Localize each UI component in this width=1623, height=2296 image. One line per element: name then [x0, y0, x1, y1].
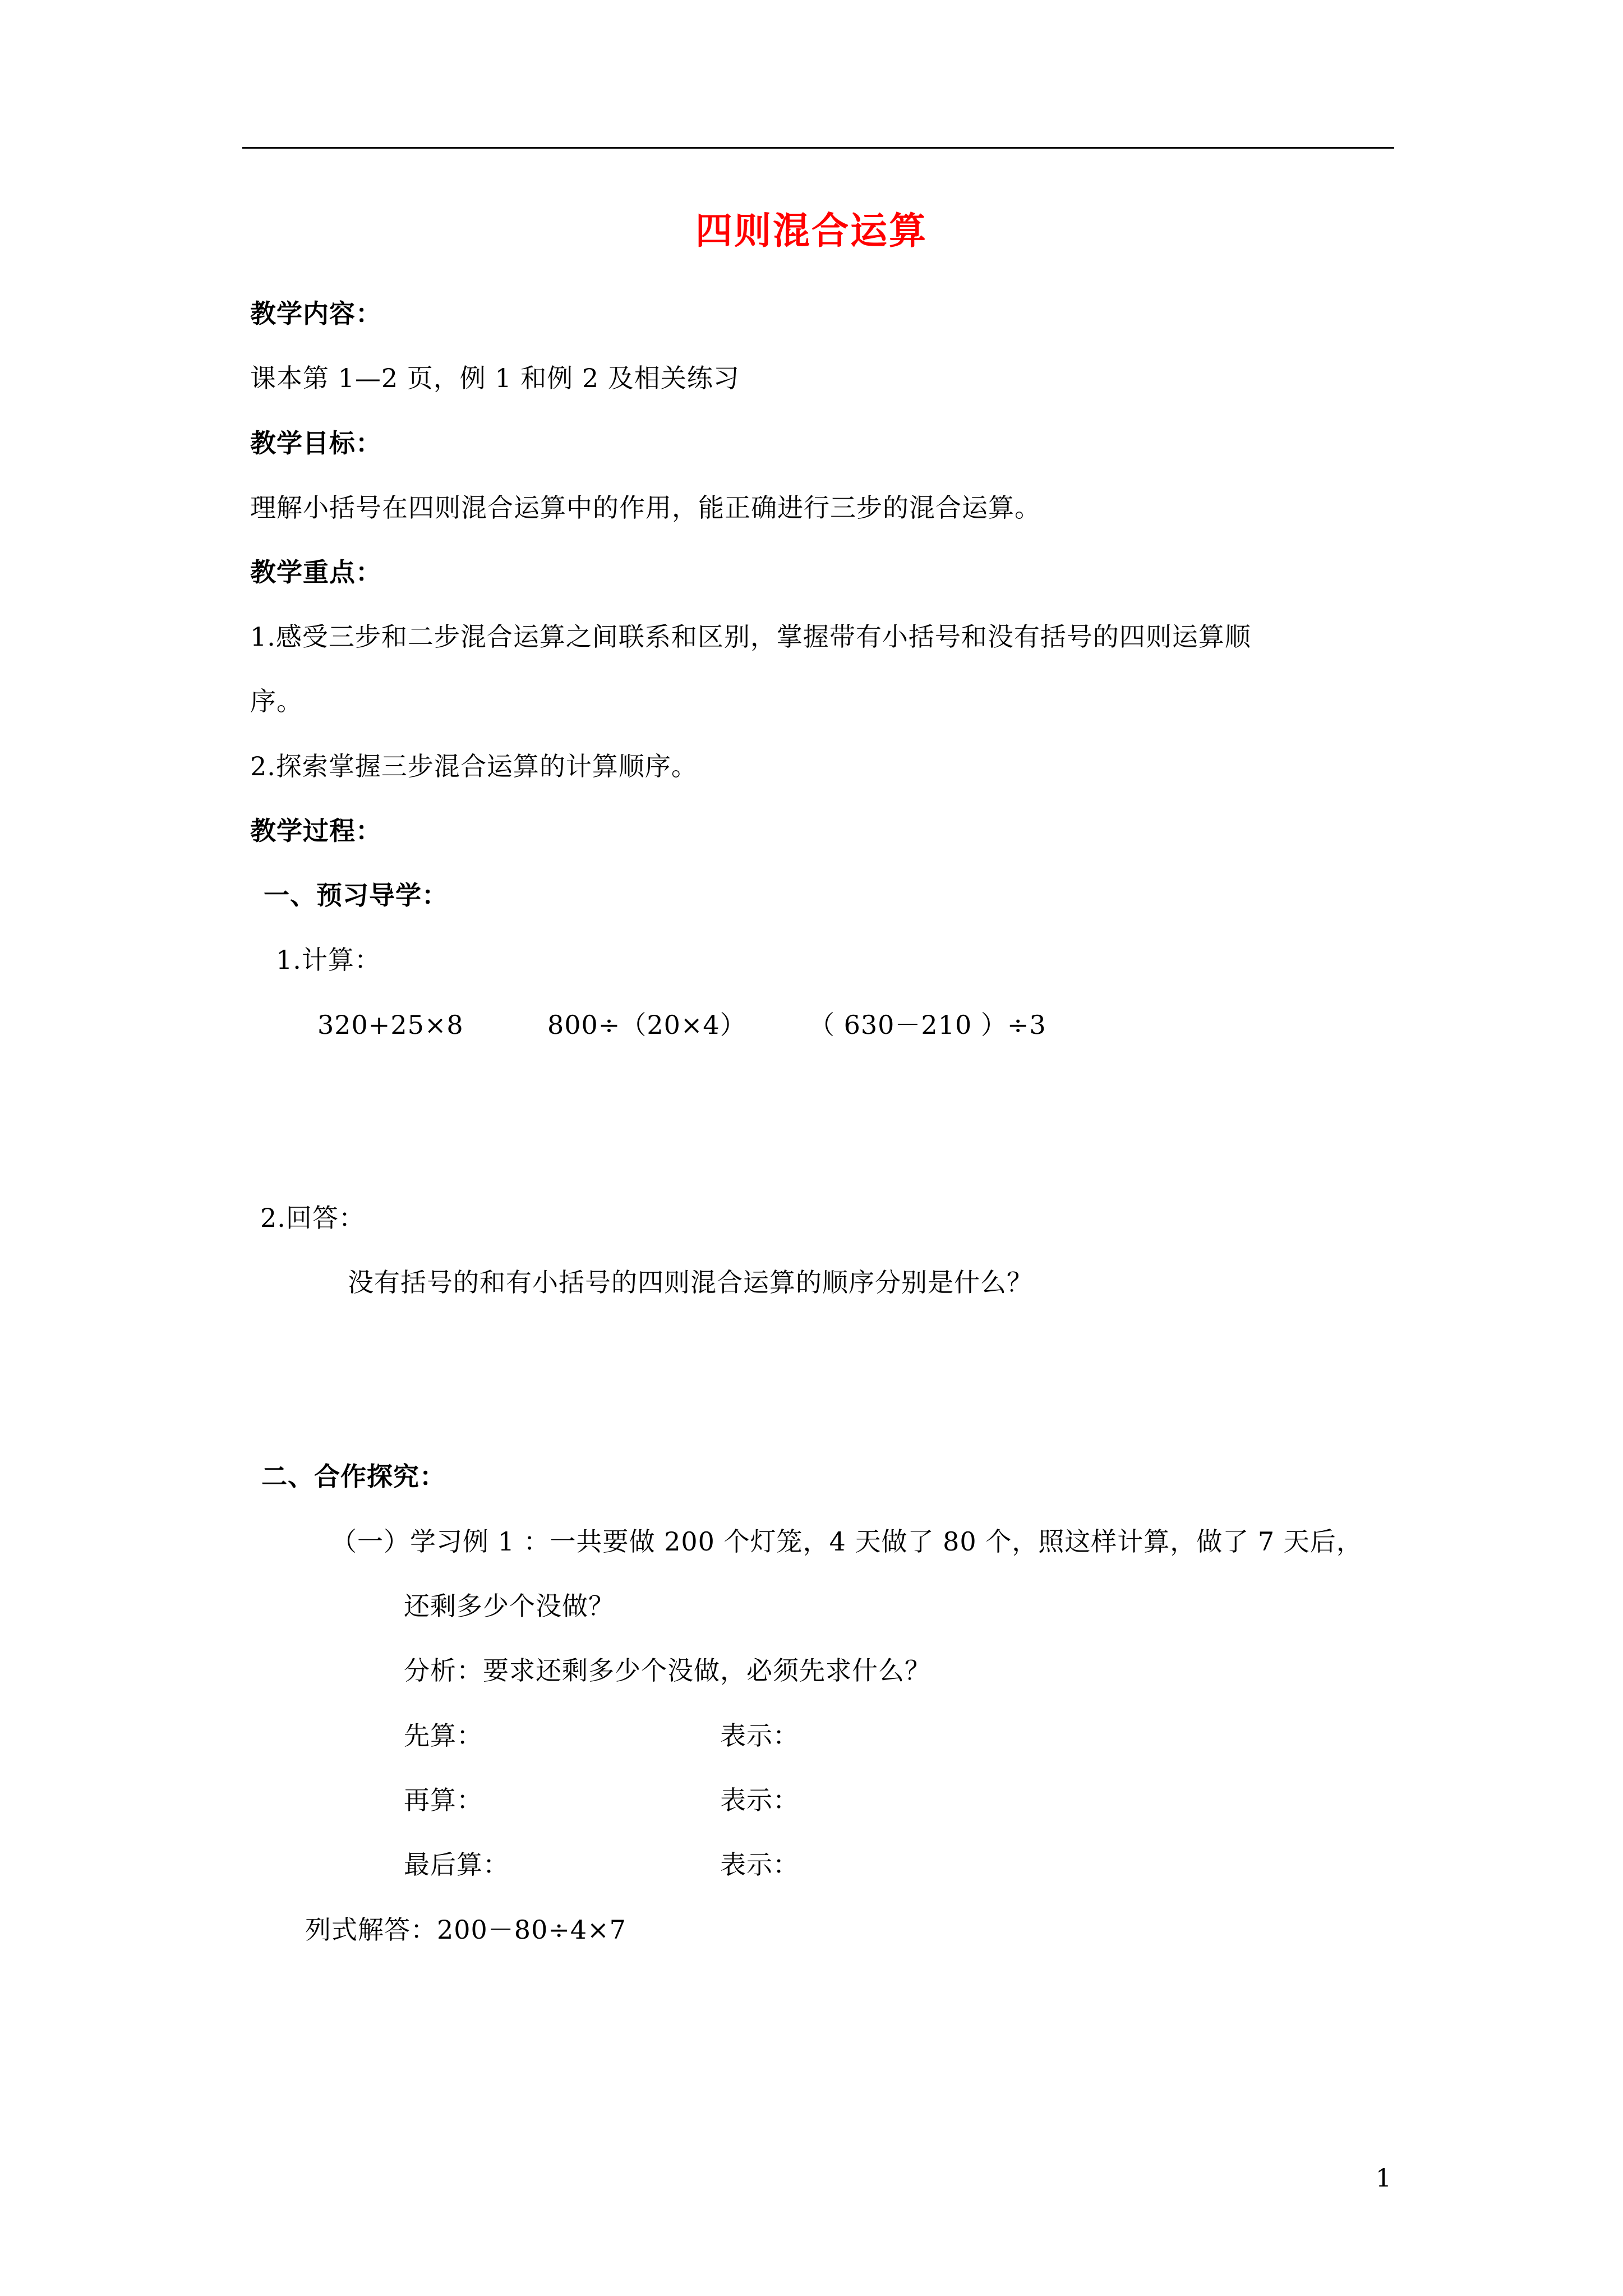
part1-question: 没有括号的和有小括号的四则混合运算的顺序分别是什么？: [348, 1267, 1033, 1297]
part1-item1-label: 1.计算：: [276, 945, 381, 975]
key-point-1-continued: 序。: [250, 686, 303, 716]
content-text: 课本第 1—2 页，例 1 和例 2 及相关练习: [250, 363, 740, 393]
page-number: 1: [1376, 2164, 1391, 2193]
example-text-line-2: 还剩多少个没做？: [404, 1591, 615, 1621]
step-2-label: 再算：: [404, 1785, 483, 1815]
goal-text: 理解小括号在四则混合运算中的作用，能正确进行三步的混合运算。: [250, 493, 1041, 523]
goal-heading: 教学目标：: [250, 428, 382, 458]
process-heading: 教学过程：: [250, 816, 382, 846]
expression-1: 320+25×8: [317, 1010, 464, 1040]
step-3-label: 最后算：: [404, 1849, 509, 1880]
page-title: 四则混合运算: [695, 209, 928, 252]
solution-text: 列式解答：200－80÷4×7: [305, 1915, 626, 1945]
part2-heading: 二、合作探究：: [261, 1461, 446, 1492]
step-1-show: 表示：: [720, 1720, 799, 1751]
part1-heading: 一、预习导学：: [264, 880, 448, 910]
content-heading: 教学内容：: [250, 298, 382, 329]
key-heading: 教学重点：: [250, 557, 382, 587]
expression-2: 800÷（20×4）: [547, 1010, 746, 1040]
step-1-label: 先算：: [404, 1720, 483, 1751]
expression-3: （ 630－210 ）÷3: [809, 1010, 1046, 1040]
key-point-1: 1.感受三步和二步混合运算之间联系和区别，掌握带有小括号和没有括号的四则运算顺: [250, 622, 1251, 652]
header-rule: [242, 147, 1394, 149]
part1-item2-label: 2.回答：: [260, 1203, 365, 1233]
step-2-show: 表示：: [720, 1785, 799, 1815]
step-3-show: 表示：: [720, 1849, 799, 1880]
analysis-text: 分析：要求还剩多少个没做，必须先求什么？: [404, 1655, 931, 1686]
example-text-line-1: （一）学习例 1 ：一共要做 200 个灯笼，4 天做了 80 个，照这样计算，做了 7 天后，: [331, 1526, 1363, 1557]
key-point-2: 2.探索掌握三步混合运算的计算顺序。: [250, 751, 698, 781]
